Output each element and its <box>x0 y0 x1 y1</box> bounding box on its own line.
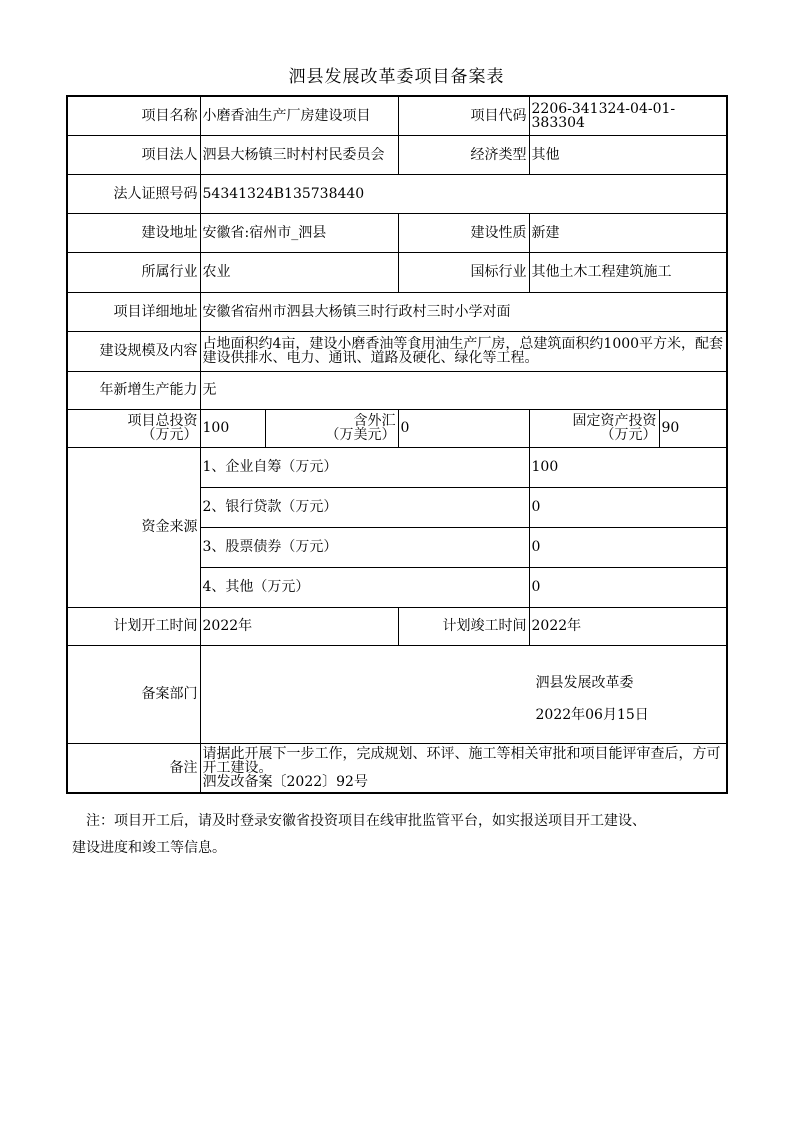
remark-cell <box>200 743 727 793</box>
fund-item-name: 4、其他（万元） <box>200 567 529 607</box>
remark-label: 备注 <box>67 743 200 793</box>
economy-type-value: 其他 <box>529 135 727 174</box>
std-industry-value: 其他土木工程建筑施工 <box>529 252 727 292</box>
industry-label: 所属行业 <box>67 252 200 292</box>
start-time-label: 计划开工时间 <box>67 607 200 645</box>
end-time-label: 计划竣工时间 <box>398 607 529 645</box>
legal-person-value: 泗县大杨镇三时村村民委员会 <box>200 135 398 174</box>
location-label: 建设地址 <box>67 213 200 252</box>
scale-value: 占地面积约4亩，建设小磨香油等食用油生产厂房，总建筑面积约1000平方米，配套建设供排水、电力、通讯、道路及硬化、绿化等工程。 <box>200 331 727 371</box>
row-schedule <box>67 607 727 645</box>
project-name-label: 项目名称 <box>67 96 200 135</box>
project-code-label: 项目代码 <box>398 96 529 135</box>
row-fund-1 <box>67 447 727 487</box>
fund-item-value: 0 <box>529 527 727 567</box>
fund-item-value: 0 <box>529 487 727 527</box>
nature-value: 新建 <box>529 213 727 252</box>
funds-label: 资金来源 <box>67 447 200 607</box>
fixed-asset-label <box>529 409 659 447</box>
fixed-asset-label-a: 固定资产投资 <box>572 413 657 429</box>
detail-address-value: 安徽省宿州市泗县大杨镇三时行政村三时小学对面 <box>200 292 727 331</box>
form-title: 泗县发展改革委项目备案表 <box>288 67 505 87</box>
legal-person-label: 项目法人 <box>67 135 200 174</box>
row-scale <box>67 331 727 371</box>
row-remark <box>67 743 727 793</box>
fund-item-value: 100 <box>529 447 727 487</box>
location-value: 安徽省:宿州市_泗县 <box>200 213 398 252</box>
row-location <box>67 213 727 252</box>
fixed-asset-label-b: （万元） <box>600 427 657 443</box>
fund-item-name: 1、企业自筹（万元） <box>200 447 529 487</box>
economy-type-label: 经济类型 <box>398 135 529 174</box>
total-invest-label <box>67 409 200 447</box>
project-code-value: 2206-341324-04-01-383304 <box>529 96 727 135</box>
capacity-label: 年新增生产能力 <box>67 371 200 409</box>
dept-date: 2022年06月15日 <box>535 707 649 723</box>
dept-label: 备案部门 <box>67 645 200 743</box>
fund-item-name: 2、银行贷款（万元） <box>200 487 529 527</box>
fixed-asset-value: 90 <box>659 409 727 447</box>
end-time-value: 2022年 <box>529 607 727 645</box>
license-label: 法人证照号码 <box>67 174 200 213</box>
fund-item-name: 3、股票债券（万元） <box>200 527 529 567</box>
remark-text: 请据此开展下一步工作，完成规划、环评、施工等相关审批和项目能评审查后，方可开工建设。 <box>202 745 721 776</box>
total-invest-label-a: 项目总投资 <box>127 413 198 429</box>
detail-address-label: 项目详细地址 <box>67 292 200 331</box>
start-time-value: 2022年 <box>200 607 398 645</box>
dept-name: 泗县发展改革委 <box>535 675 634 691</box>
foreign-label-a: 含外汇 <box>353 413 396 429</box>
footnote-line-1: 注：项目开工后，请及时登录安徽省投资项目在线审批监管平台，如实报送项目开工建设、 <box>86 813 646 829</box>
row-project-name <box>67 96 727 135</box>
total-invest-label-b: （万元） <box>141 427 198 443</box>
capacity-value: 无 <box>200 371 727 409</box>
row-dept <box>67 645 727 743</box>
license-value: 54341324B135738440 <box>200 174 727 213</box>
foreign-label-b: （万美元） <box>325 427 396 443</box>
footnote <box>72 808 736 862</box>
row-investment <box>67 409 727 447</box>
foreign-value: 0 <box>398 409 529 447</box>
scale-label: 建设规模及内容 <box>67 331 200 371</box>
row-industry <box>67 252 727 292</box>
total-invest-value: 100 <box>200 409 265 447</box>
foreign-label <box>265 409 398 447</box>
remark-ref: 泗发改备案〔2022〕92号 <box>202 773 368 790</box>
row-license <box>67 174 727 213</box>
footnote-line-2: 建设进度和竣工等信息。 <box>72 840 226 856</box>
row-legal-person <box>67 135 727 174</box>
row-capacity <box>67 371 727 409</box>
row-detail-address <box>67 292 727 331</box>
std-industry-label: 国标行业 <box>398 252 529 292</box>
nature-label: 建设性质 <box>398 213 529 252</box>
industry-value: 农业 <box>200 252 398 292</box>
filing-table <box>66 95 728 794</box>
dept-cell <box>200 645 727 743</box>
project-name-value: 小磨香油生产厂房建设项目 <box>200 96 398 135</box>
fund-item-value: 0 <box>529 567 727 607</box>
